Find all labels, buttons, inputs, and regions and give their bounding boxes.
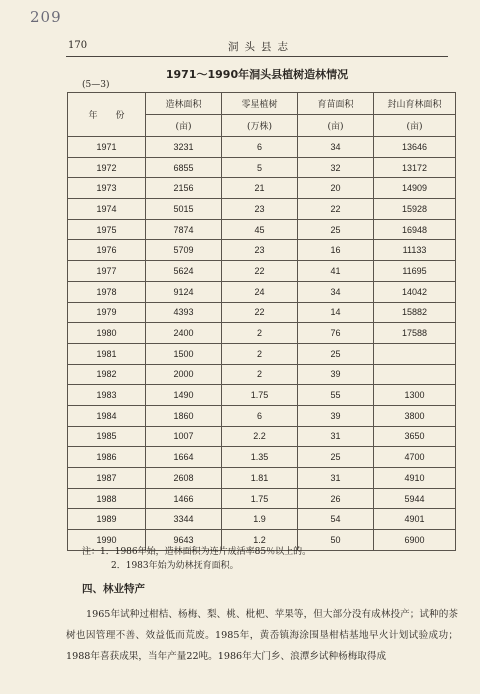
cell-closed-forest-area (374, 343, 456, 364)
cell-nursery-area: 39 (298, 405, 374, 426)
header-scattered-planting: 零星植树 (222, 93, 298, 115)
table-row (68, 199, 456, 220)
cell-nursery-area: 39 (298, 364, 374, 385)
cell-scattered-planting: 1.2 (222, 530, 298, 551)
cell-afforestation-area: 2608 (146, 468, 222, 489)
table-number: (5—3) (82, 80, 110, 90)
cell-afforestation-area: 3231 (146, 137, 222, 158)
header-afforestation-area: 造林面积 (146, 93, 222, 115)
cell-year: 1983 (68, 385, 146, 406)
cell-scattered-planting: 2 (222, 364, 298, 385)
note-2: 2．1983年始为幼林抚育面积。 (111, 561, 239, 571)
cell-scattered-planting: 6 (222, 137, 298, 158)
cell-afforestation-area: 3344 (146, 509, 222, 530)
cell-afforestation-area: 5624 (146, 261, 222, 282)
cell-afforestation-area: 1466 (146, 488, 222, 509)
table-row (68, 405, 456, 426)
header-closed-forest-area: 封山育林面积 (374, 93, 456, 115)
cell-scattered-planting: 1.75 (222, 488, 298, 509)
table-row (68, 447, 456, 468)
table-notes (82, 545, 311, 573)
cell-scattered-planting: 2 (222, 343, 298, 364)
cell-nursery-area: 25 (298, 343, 374, 364)
cell-nursery-area: 31 (298, 468, 374, 489)
header-nursery-area: 育苗面积 (298, 93, 374, 115)
cell-afforestation-area: 7874 (146, 219, 222, 240)
cell-scattered-planting: 23 (222, 199, 298, 220)
cell-closed-forest-area: 16948 (374, 219, 456, 240)
cell-nursery-area: 26 (298, 488, 374, 509)
cell-closed-forest-area: 4910 (374, 468, 456, 489)
cell-year: 1975 (68, 219, 146, 240)
unit-scattered-planting: (万株) (222, 115, 298, 137)
cell-closed-forest-area: 11133 (374, 240, 456, 261)
table-body (68, 137, 456, 551)
table-row (68, 364, 456, 385)
cell-scattered-planting: 1.81 (222, 468, 298, 489)
cell-scattered-planting: 24 (222, 281, 298, 302)
cell-nursery-area: 22 (298, 199, 374, 220)
handwritten-page-mark: 209 (30, 8, 62, 26)
cell-closed-forest-area: 17588 (374, 323, 456, 344)
cell-nursery-area: 34 (298, 281, 374, 302)
table-title: 1971～1990年洞头县植树造林情况 (165, 68, 349, 81)
table-row (68, 426, 456, 447)
cell-year: 1984 (68, 405, 146, 426)
cell-scattered-planting: 6 (222, 405, 298, 426)
cell-nursery-area: 25 (298, 219, 374, 240)
cell-year: 1978 (68, 281, 146, 302)
cell-nursery-area: 54 (298, 509, 374, 530)
table-row (68, 488, 456, 509)
cell-nursery-area: 16 (298, 240, 374, 261)
cell-closed-forest-area: 4901 (374, 509, 456, 530)
cell-year: 1990 (68, 530, 146, 551)
cell-year: 1980 (68, 323, 146, 344)
cell-closed-forest-area: 14042 (374, 281, 456, 302)
running-title: 洞头县志 (228, 41, 294, 53)
cell-scattered-planting: 22 (222, 302, 298, 323)
cell-scattered-planting: 1.75 (222, 385, 298, 406)
cell-scattered-planting: 45 (222, 219, 298, 240)
cell-scattered-planting: 1.9 (222, 509, 298, 530)
table-row (68, 509, 456, 530)
cell-closed-forest-area: 3650 (374, 426, 456, 447)
unit-afforestation-area: (亩) (146, 115, 222, 137)
cell-afforestation-area: 1007 (146, 426, 222, 447)
table-row (68, 468, 456, 489)
header-year: 年 份 (68, 93, 146, 137)
cell-closed-forest-area: 5944 (374, 488, 456, 509)
afforestation-table (67, 92, 456, 551)
cell-scattered-planting: 22 (222, 261, 298, 282)
cell-scattered-planting: 2.2 (222, 426, 298, 447)
cell-afforestation-area: 1664 (146, 447, 222, 468)
cell-closed-forest-area: 15882 (374, 302, 456, 323)
cell-afforestation-area: 1490 (146, 385, 222, 406)
cell-year: 1989 (68, 509, 146, 530)
cell-afforestation-area: 2000 (146, 364, 222, 385)
table-row (68, 261, 456, 282)
cell-closed-forest-area: 1300 (374, 385, 456, 406)
cell-nursery-area: 31 (298, 426, 374, 447)
cell-nursery-area: 76 (298, 323, 374, 344)
cell-closed-forest-area: 6900 (374, 530, 456, 551)
cell-closed-forest-area: 3800 (374, 405, 456, 426)
cell-nursery-area: 25 (298, 447, 374, 468)
cell-nursery-area: 32 (298, 157, 374, 178)
cell-scattered-planting: 5 (222, 157, 298, 178)
cell-year: 1979 (68, 302, 146, 323)
cell-year: 1976 (68, 240, 146, 261)
cell-scattered-planting: 21 (222, 178, 298, 199)
cell-afforestation-area: 5015 (146, 199, 222, 220)
cell-afforestation-area: 4393 (146, 302, 222, 323)
table-row (68, 240, 456, 261)
cell-closed-forest-area: 13172 (374, 157, 456, 178)
cell-closed-forest-area: 14909 (374, 178, 456, 199)
section-body (66, 604, 458, 667)
table-row (68, 302, 456, 323)
cell-afforestation-area: 1860 (146, 405, 222, 426)
cell-year: 1987 (68, 468, 146, 489)
cell-year: 1988 (68, 488, 146, 509)
table-row (68, 219, 456, 240)
cell-year: 1981 (68, 343, 146, 364)
unit-nursery-area: (亩) (298, 115, 374, 137)
cell-year: 1974 (68, 199, 146, 220)
cell-afforestation-area: 9124 (146, 281, 222, 302)
table-row (68, 385, 456, 406)
cell-afforestation-area: 6855 (146, 157, 222, 178)
note-1: 注：1．1986年始，造林面积为连片成活率85％以上的。 (82, 547, 312, 557)
table-header-row (68, 93, 456, 115)
cell-nursery-area: 55 (298, 385, 374, 406)
cell-year: 1982 (68, 364, 146, 385)
cell-year: 1973 (68, 178, 146, 199)
table-row (68, 137, 456, 158)
cell-year: 1985 (68, 426, 146, 447)
table-row (68, 343, 456, 364)
unit-closed-forest-area: (亩) (374, 115, 456, 137)
cell-closed-forest-area: 13646 (374, 137, 456, 158)
cell-year: 1977 (68, 261, 146, 282)
cell-nursery-area: 50 (298, 530, 374, 551)
page-header (68, 36, 448, 58)
cell-afforestation-area: 1500 (146, 343, 222, 364)
cell-nursery-area: 34 (298, 137, 374, 158)
cell-closed-forest-area: 15928 (374, 199, 456, 220)
cell-year: 1986 (68, 447, 146, 468)
section-title: 四、林业特产 (82, 583, 145, 595)
cell-afforestation-area: 2156 (146, 178, 222, 199)
table-row (68, 157, 456, 178)
table-row (68, 281, 456, 302)
cell-year: 1972 (68, 157, 146, 178)
cell-year: 1971 (68, 137, 146, 158)
cell-nursery-area: 41 (298, 261, 374, 282)
body-paragraph: 1965年试种过柑桔、杨梅、梨、桃、枇杷、苹果等，但大部分没有成林投产；试种的茶树也因管理不善、效益低而荒废。1985年，黄岙镇海涂围垦柑桔基地早火计划试验成功；1988年喜获成果，当年产量22吨。1986年大门乡、浪潭乡试种杨梅取得成 (66, 609, 458, 662)
cell-scattered-planting: 1.35 (222, 447, 298, 468)
table-row (68, 323, 456, 344)
cell-afforestation-area: 2400 (146, 323, 222, 344)
cell-closed-forest-area: 4700 (374, 447, 456, 468)
cell-nursery-area: 14 (298, 302, 374, 323)
cell-scattered-planting: 23 (222, 240, 298, 261)
cell-closed-forest-area: 11695 (374, 261, 456, 282)
header-rule (66, 56, 448, 57)
cell-closed-forest-area (374, 364, 456, 385)
cell-afforestation-area: 5709 (146, 240, 222, 261)
cell-afforestation-area: 9643 (146, 530, 222, 551)
page-number: 170 (68, 40, 88, 51)
cell-scattered-planting: 2 (222, 323, 298, 344)
table-row (68, 178, 456, 199)
cell-nursery-area: 20 (298, 178, 374, 199)
